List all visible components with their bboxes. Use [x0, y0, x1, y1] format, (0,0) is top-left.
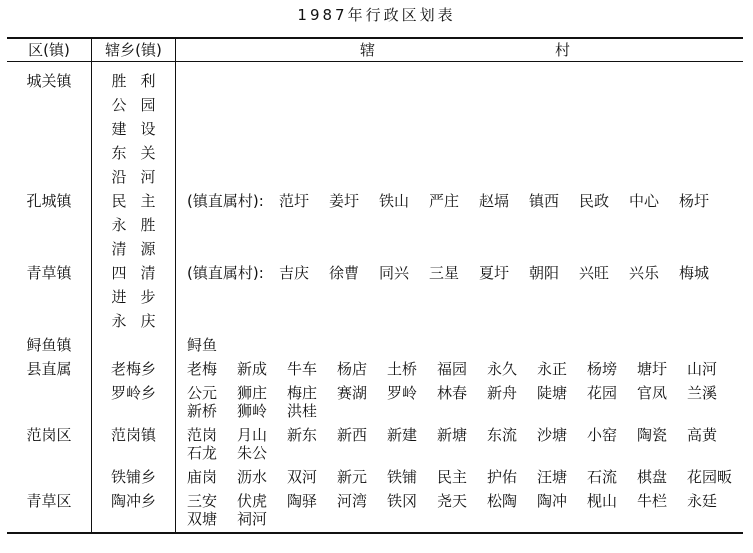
village-name: 范岗: [187, 426, 218, 444]
district-cell: 范岗区: [7, 420, 92, 462]
village-name: 双塘: [187, 510, 218, 528]
table-header: [7, 39, 743, 62]
village-name: 棋盘: [637, 468, 668, 486]
village-name: 土桥: [387, 360, 418, 378]
villages-cell: [187, 288, 747, 306]
township-cell: 建设: [111, 120, 170, 138]
village-name: 新桥: [187, 402, 218, 420]
village-name: 新西: [337, 426, 368, 444]
village-name: 松陶: [487, 492, 518, 510]
table-row: [7, 90, 743, 114]
district-cell: 孔城镇: [7, 186, 92, 210]
table-row: [7, 306, 743, 330]
township-cell: 永胜: [111, 216, 170, 234]
village-name: 兰溪: [687, 384, 718, 402]
village-name: 山河: [687, 360, 718, 378]
village-name: 赛湖: [337, 384, 368, 402]
village-name: 洪桂: [287, 402, 318, 420]
village-name: 伏虎: [237, 492, 268, 510]
table-row: [7, 378, 743, 420]
district-cell: [7, 138, 92, 162]
header-villages-part-b: 村: [555, 41, 571, 59]
villages-cell: [187, 492, 747, 528]
village-name: 福园: [437, 360, 468, 378]
township-cell: 陶冲乡: [110, 492, 156, 510]
village-name: 狮庄: [237, 384, 268, 402]
village-name: 老梅: [187, 360, 218, 378]
village-name: 杨店: [337, 360, 368, 378]
village-name: 石流: [587, 468, 618, 486]
table-row: [7, 258, 743, 282]
admin-division-table: [7, 37, 743, 534]
village-name: 兴乐: [629, 264, 660, 282]
village-name: 高黄: [687, 426, 718, 444]
villages-cell: [187, 144, 747, 162]
table-title: 1987年行政区划表: [297, 6, 456, 24]
table-row: [7, 330, 743, 354]
district-cell: [7, 282, 92, 306]
district-cell: [7, 90, 92, 114]
village-name: 林春: [437, 384, 468, 402]
village-name: 官凤: [637, 384, 668, 402]
village-name: 三星: [429, 264, 460, 282]
district-cell: [7, 378, 92, 420]
village-name: 兴旺: [579, 264, 610, 282]
village-name: 新塘: [437, 426, 468, 444]
village-name: 塘圩: [637, 360, 668, 378]
village-name: 新元: [337, 468, 368, 486]
district-cell: [7, 234, 92, 258]
header-villages-part-a: 辖: [359, 41, 375, 59]
township-cell: 公园: [111, 96, 170, 114]
village-name: 赵塥: [479, 192, 510, 210]
table-row: [7, 420, 743, 462]
township-cell: 清源: [111, 240, 170, 258]
village-name: 庙岗: [187, 468, 218, 486]
village-name: 严庄: [429, 192, 460, 210]
table-row: [7, 462, 743, 486]
district-cell: [7, 462, 92, 486]
village-name: 同兴: [379, 264, 410, 282]
villages-cell: [187, 264, 747, 282]
village-name: 徐曹: [329, 264, 360, 282]
village-name: 沙塘: [537, 426, 568, 444]
villages-cell: [187, 120, 747, 138]
table-row: [7, 162, 743, 186]
header-villages: [176, 39, 743, 61]
village-name: 花园畈: [687, 468, 733, 486]
villages-cell: [187, 192, 747, 210]
village-name: 护佑: [487, 468, 518, 486]
village-name: 范圩: [279, 192, 310, 210]
village-name: 铁铺: [387, 468, 418, 486]
district-cell: [7, 114, 92, 138]
table-row: [7, 354, 743, 378]
township-cell: 永庆: [111, 312, 170, 330]
village-name: 铁冈: [387, 492, 418, 510]
header-township: 辖乡(镇): [92, 39, 176, 61]
villages-cell: [187, 468, 747, 486]
village-name: 永正: [537, 360, 568, 378]
village-name: 新建: [387, 426, 418, 444]
villages-cell: [187, 96, 747, 114]
village-name: 双河: [287, 468, 318, 486]
village-name: 杨塝: [587, 360, 618, 378]
district-cell: [7, 210, 92, 234]
table-row: [7, 62, 743, 90]
table-row: [7, 114, 743, 138]
village-name: 花园: [587, 384, 618, 402]
villages-cell: [187, 360, 747, 378]
township-cell: 罗岭乡: [110, 384, 156, 402]
village-name: 朱公: [237, 444, 268, 462]
district-cell: [7, 162, 92, 186]
village-name: 梅庄: [287, 384, 318, 402]
table-row: [7, 282, 743, 306]
village-name: 牛栏: [637, 492, 668, 510]
village-name: 陶冲: [537, 492, 568, 510]
village-name: 新成: [237, 360, 268, 378]
village-name: 汪塘: [537, 468, 568, 486]
table-row: [7, 210, 743, 234]
direct-villages-prefix: (镇直属村):: [187, 192, 264, 210]
village-name: 月山: [237, 426, 268, 444]
village-name: 永久: [487, 360, 518, 378]
village-name: 尧天: [437, 492, 468, 510]
villages-cell: [187, 312, 747, 330]
villages-cell: [187, 384, 747, 420]
village-name: 朝阳: [529, 264, 560, 282]
village-name: 陶瓷: [637, 426, 668, 444]
header-district: 区(镇): [7, 39, 92, 61]
village-name: 新舟: [487, 384, 518, 402]
district-cell: [7, 306, 92, 330]
village-name: 镇西: [529, 192, 560, 210]
table-row: [7, 186, 743, 210]
township-cell: 范岗镇: [110, 426, 156, 444]
village-name: 夏圩: [479, 264, 510, 282]
township-cell: 胜利: [111, 72, 170, 90]
village-name: 陡塘: [537, 384, 568, 402]
township-cell: 沿河: [111, 168, 170, 186]
village-name: 鲟鱼: [187, 336, 218, 354]
table-row: [7, 486, 743, 528]
table-row: [7, 138, 743, 162]
village-name: 新东: [287, 426, 318, 444]
township-cell: 进步: [111, 288, 170, 306]
villages-cell: [187, 240, 747, 258]
table-body: [7, 62, 743, 528]
village-name: 东流: [487, 426, 518, 444]
township-cell: 铁铺乡: [110, 468, 156, 486]
village-name: 姜圩: [329, 192, 360, 210]
district-cell: 青草镇: [7, 258, 92, 282]
village-name: 河湾: [337, 492, 368, 510]
district-cell: 鲟鱼镇: [7, 330, 92, 354]
village-name: 梅城: [679, 264, 710, 282]
village-name: 小窑: [587, 426, 618, 444]
table-row: [7, 234, 743, 258]
township-cell: 东关: [111, 144, 170, 162]
village-name: 陶驿: [287, 492, 318, 510]
village-name: 三安: [187, 492, 218, 510]
villages-cell: [187, 336, 747, 354]
village-name: 枧山: [587, 492, 618, 510]
village-name: 公元: [187, 384, 218, 402]
township-cell: 老梅乡: [110, 360, 156, 378]
village-name: 铁山: [379, 192, 410, 210]
district-cell: 青草区: [7, 486, 92, 528]
village-name: 祠河: [237, 510, 268, 528]
villages-cell: [187, 72, 747, 90]
villages-cell: [187, 216, 747, 234]
village-name: 沥水: [237, 468, 268, 486]
villages-cell: [187, 168, 747, 186]
village-name: 罗岭: [387, 384, 418, 402]
district-cell: 县直属: [7, 354, 92, 378]
direct-villages-prefix: (镇直属村):: [187, 264, 264, 282]
village-name: 民政: [579, 192, 610, 210]
village-name: 牛车: [287, 360, 318, 378]
village-name: 民主: [437, 468, 468, 486]
village-name: 吉庆: [279, 264, 310, 282]
village-name: 石龙: [187, 444, 218, 462]
village-name: 永廷: [687, 492, 718, 510]
village-name: 狮岭: [237, 402, 268, 420]
villages-cell: [187, 426, 747, 462]
village-name: 中心: [629, 192, 660, 210]
district-cell: 城关镇: [7, 62, 92, 90]
township-cell: 四清: [111, 264, 170, 282]
village-name: 杨圩: [679, 192, 710, 210]
township-cell: 民主: [111, 192, 170, 210]
